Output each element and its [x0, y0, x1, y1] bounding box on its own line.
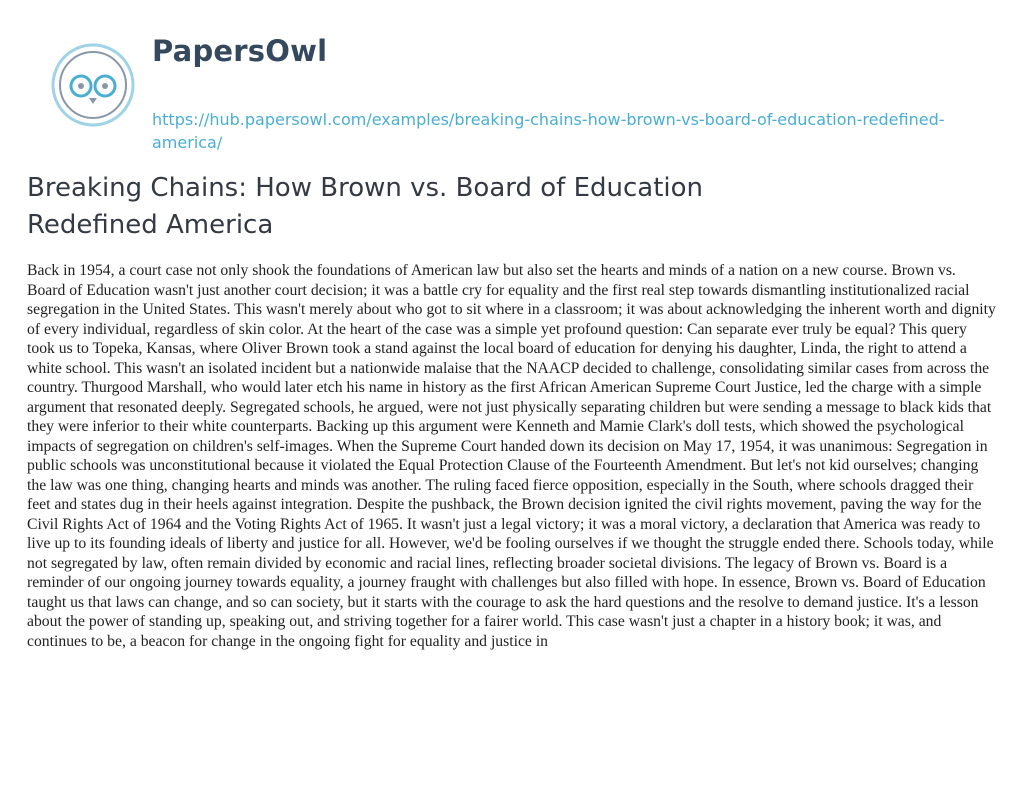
brand-name[interactable]: PapersOwl: [152, 34, 328, 68]
owl-logo-icon: [48, 40, 138, 130]
source-url[interactable]: https://hub.papersowl.com/examples/breaking-chains-how-brown-vs-board-of-education-redefined-america/: [152, 110, 945, 152]
article-body: Back in 1954, a court case not only shook the foundations of American law but also set the hearts and minds of a nation on a new course. Brown vs. Board of Education wasn't just another court decision; it was a battle cry for equality and the first real step towards dismantling institutionalized racial segregation in the United States. This wasn't merely about who got to sit where in a classroom; it was about acknowledging the inherent worth and dignity of every individual, regardless of skin color. At the heart of the case was a simple yet profound question: Can separate ever truly be equal? This query took us to Topeka, Kansas, where Oliver Brown took a stand against the local board of education for denying his daughter, Linda, the right to attend a white school. This wasn't an isolated incident but a nationwide malaise that the NAACP decided to challenge, consolidating similar cases from across the country. Thurgood Marshall, who would later etch his name in history as the first African American Supreme Court Justice, led the charge with a simple argument that resonated deeply. Segregated schools, he argued, were not just physically separating children but were sending a message to black kids that they were inferior to their white counterparts. Backing up this argument were Kenneth and Mamie Clark's doll tests, which showed the psychological impacts of segregation on children's self-images. When the Supreme Court handed down its decision on May 17, 1954, it was unanimous: Segregation in public schools was unconstitutional because it violated the Equal Protection Clause of the Fourteenth Amendment. But let's not kid ourselves; changing the law was one thing, changing hearts and minds was another. The ruling faced fierce opposition, especially in the South, where schools dragged their feet and states dug in their heels against integration. Despite the pushback, the Brown decision ignited the civil rights movement, paving the way for the Civil Rights Act of 1964 and the Voting Rights Act of 1965. It wasn't just a legal victory; it was a moral victory, a declaration that America was ready to live up to its founding ideals of liberty and justice for all. However, we'd be fooling ourselves if we thought the struggle ended there. Schools today, while not segregated by law, often remain divided by economic and racial lines, reflecting broader societal divisions. The legacy of Brown vs. Board is a reminder of our ongoing journey towards equality, a journey fraught with challenges but also filled with hope. In essence, Brown vs. Board of Education taught us that laws can change, and so can society, but it starts with the courage to ask the hard questions and the resolve to demand justice. It's a lesson about the power of standing up, speaking out, and striving together for a fairer world. This case wasn't just a chapter in a history book; it was, and continues to be, a beacon for change in the ongoing fight for equality and justice in: [27, 262, 996, 650]
article-title: Breaking Chains: How Brown vs. Board of Education Redefined America: [27, 173, 704, 240]
site-header: [48, 30, 978, 155]
